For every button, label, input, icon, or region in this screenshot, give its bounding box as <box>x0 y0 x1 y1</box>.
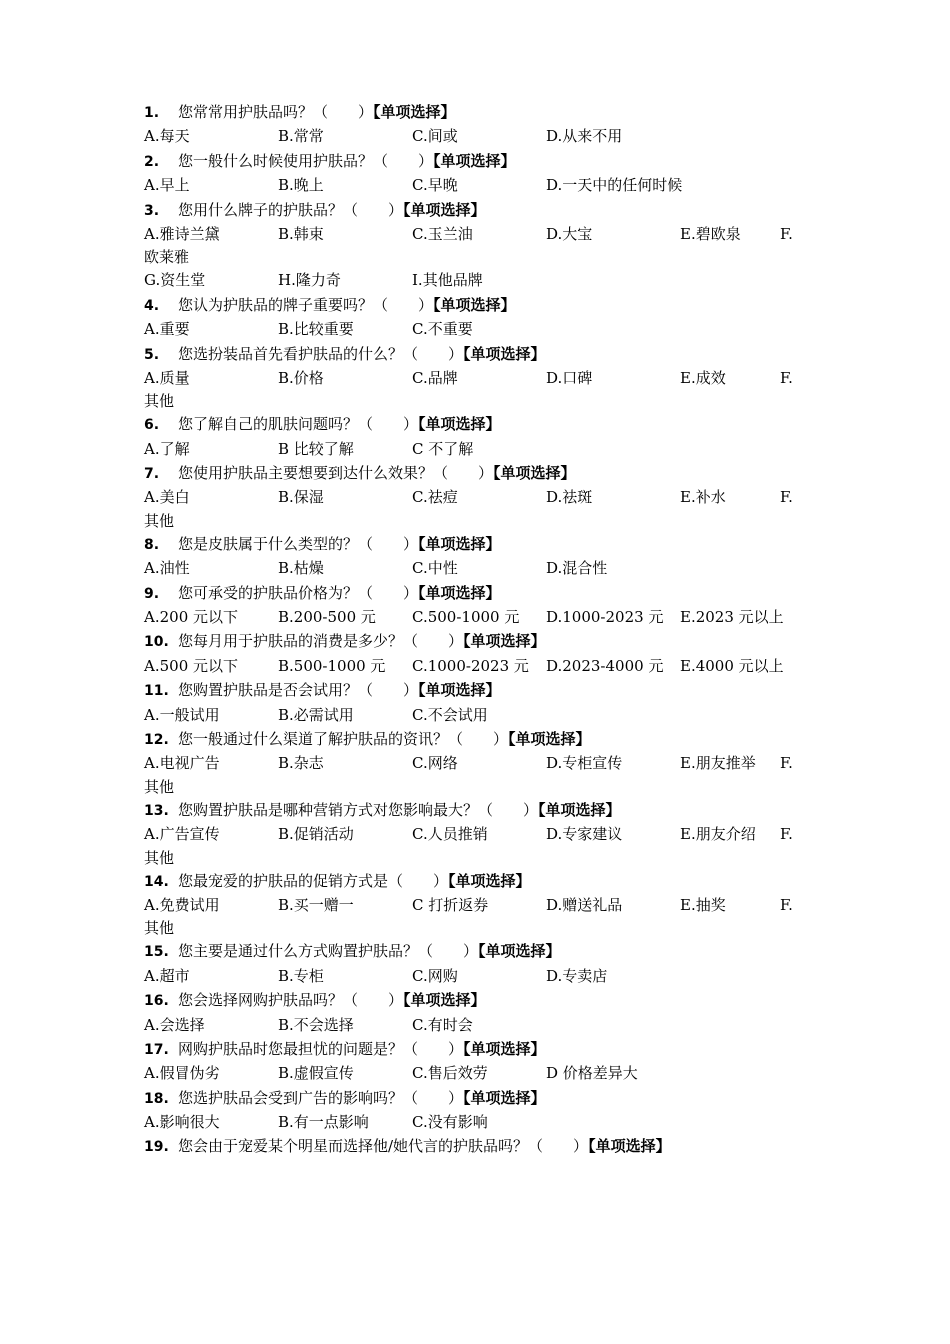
option-row <box>144 485 794 509</box>
option-q9-3: C.500-1000 元 <box>412 608 520 627</box>
option-q13-6: F. <box>780 825 793 844</box>
option-q11-3: C.不会试用 <box>412 705 488 724</box>
option-q5-6: F. <box>780 368 793 387</box>
option-q14-3: C 打折返券 <box>412 895 489 914</box>
question-18 <box>144 1086 794 1110</box>
option-q5-5: E.成效 <box>680 368 726 387</box>
option-q7-5: E.补水 <box>680 488 726 507</box>
question-type-tag: 【单项选择】 <box>418 681 501 700</box>
option-q7-1: A.美白 <box>144 488 190 507</box>
option-q3-3: C.玉兰油 <box>412 224 473 243</box>
question-text: 您一般什么时候使用护肤品？（ ） <box>178 151 434 170</box>
option-q2-4: D.一天中的任何时候 <box>546 176 683 195</box>
option-q7-2: B.保湿 <box>278 488 324 507</box>
question-number: 17. <box>144 1041 169 1058</box>
option-q3-1: G.资生堂 <box>144 271 206 290</box>
question-text: 您每月用于护肤品的消费是多少？（ ） <box>178 632 464 651</box>
question-type-tag: 【单项选择】 <box>433 295 516 314</box>
option-q16-3: C.有时会 <box>412 1015 473 1034</box>
option-row <box>144 317 794 341</box>
option-q1-3: C.间或 <box>412 127 458 146</box>
option-wrap-text: 其他 <box>144 392 175 411</box>
option-q12-2: B.杂志 <box>278 754 324 773</box>
option-q4-3: C.不重要 <box>412 320 473 339</box>
question-text: 您可承受的护肤品价格为？（ ） <box>178 583 419 602</box>
option-q18-3: C.没有影响 <box>412 1113 488 1132</box>
option-q1-2: B.常常 <box>278 127 324 146</box>
question-number: 18. <box>144 1090 169 1107</box>
option-q12-4: D.专柜宣传 <box>546 754 623 773</box>
option-q10-2: B.500-1000 元 <box>278 656 386 675</box>
question-9 <box>144 581 794 605</box>
question-number: 11. <box>144 683 169 700</box>
option-q8-4: D.混合性 <box>546 559 608 578</box>
question-text: 您购置护肤品是否会试用？（ ） <box>178 681 419 700</box>
option-q4-1: A.重要 <box>144 320 190 339</box>
question-text: 您选扮装品首先看护肤品的什么？（ ） <box>178 344 464 363</box>
option-q5-3: C.品牌 <box>412 368 458 387</box>
option-q10-1: A.500 元以下 <box>144 656 238 675</box>
option-q7-4: D.祛斑 <box>546 488 593 507</box>
question-text: 您用什么牌子的护肤品？（ ） <box>178 200 404 219</box>
option-q12-5: E.朋友推举 <box>680 754 756 773</box>
option-q14-5: E.抽奖 <box>680 895 726 914</box>
option-row <box>144 124 794 148</box>
option-q10-3: C.1000-2023 元 <box>412 656 529 675</box>
question-text: 您常常用护肤品吗？（ ） <box>178 103 374 121</box>
question-type-tag: 【单项选择】 <box>463 632 546 651</box>
option-q14-1: A.免费试用 <box>144 895 220 914</box>
option-q5-4: D.口碑 <box>546 368 593 387</box>
question-number: 14. <box>144 873 169 890</box>
option-q15-4: D.专卖店 <box>546 966 608 985</box>
question-type-tag: 【单项选择】 <box>463 1039 546 1058</box>
option-q17-3: C.售后效劳 <box>412 1064 488 1083</box>
option-row <box>144 654 794 678</box>
question-number: 9. <box>144 585 160 602</box>
question-type-tag: 【单项选择】 <box>493 464 576 483</box>
question-number: 3. <box>144 202 160 219</box>
option-q11-2: B.必需试用 <box>278 705 354 724</box>
option-q2-3: C.早晚 <box>412 176 458 195</box>
option-row <box>144 222 794 246</box>
question-number: 8. <box>144 536 160 553</box>
option-row <box>144 366 794 390</box>
option-q8-1: A.油性 <box>144 559 190 578</box>
option-wrap-text: 其他 <box>144 777 175 796</box>
option-q9-2: B.200-500 元 <box>278 608 376 627</box>
option-q18-1: A.影响很大 <box>144 1113 220 1132</box>
option-q3-4: D.大宝 <box>546 224 593 243</box>
question-number: 16. <box>144 993 169 1010</box>
option-q14-2: B.买一赠一 <box>278 895 354 914</box>
question-number: 6. <box>144 417 160 434</box>
question-text: 您了解自己的肌肤问题吗？（ ） <box>178 415 419 434</box>
question-19 <box>144 1134 794 1158</box>
option-q12-6: F. <box>780 754 793 773</box>
option-q3-2: H.隆力奇 <box>278 271 341 290</box>
question-text: 网购护肤品时您最担忧的问题是？（ ） <box>178 1039 464 1058</box>
option-q1-4: D.从来不用 <box>546 127 623 146</box>
option-q12-3: C.网络 <box>412 754 458 773</box>
question-text: 您会选择网购护肤品吗？（ ） <box>178 991 404 1010</box>
question-16 <box>144 988 794 1012</box>
option-q8-2: B.枯燥 <box>278 559 324 578</box>
option-q3-1: A.雅诗兰黛 <box>144 224 220 243</box>
question-type-tag: 【单项选择】 <box>418 415 501 434</box>
option-wrap-text: 其他 <box>144 919 175 938</box>
option-q15-1: A.超市 <box>144 966 190 985</box>
option-q2-1: A.早上 <box>144 176 190 195</box>
option-q14-6: F. <box>780 895 793 914</box>
option-row <box>144 893 794 917</box>
option-q7-6: F. <box>780 488 793 507</box>
option-q3-3: I.其他品牌 <box>412 271 483 290</box>
option-q9-1: A.200 元以下 <box>144 608 238 627</box>
option-row <box>144 173 794 197</box>
question-text: 您是皮肤属于什么类型的？（ ） <box>178 534 419 553</box>
question-8 <box>144 532 794 556</box>
question-3 <box>144 198 794 222</box>
question-17 <box>144 1037 794 1061</box>
option-q9-5: E.2023 元以上 <box>680 608 784 627</box>
question-type-tag: 【单项选择】 <box>433 151 516 170</box>
option-wrap-text: 欧莱雅 <box>144 248 190 267</box>
option-q13-1: A.广告宣传 <box>144 825 220 844</box>
option-row <box>144 703 794 727</box>
option-row <box>144 556 794 580</box>
option-q13-4: D.专家建议 <box>546 825 623 844</box>
question-10 <box>144 629 794 653</box>
option-q6-3: C 不了解 <box>412 439 474 458</box>
question-type-tag: 【单项选择】 <box>448 871 531 890</box>
question-type-tag: 【单项选择】 <box>418 534 501 553</box>
question-number: 7. <box>144 466 160 483</box>
option-q16-2: B.不会选择 <box>278 1015 354 1034</box>
option-row <box>144 964 794 988</box>
question-number: 2. <box>144 153 160 170</box>
option-row <box>144 268 794 292</box>
question-text: 您选护肤品会受到广告的影响吗？（ ） <box>178 1088 464 1107</box>
option-q15-2: B.专柜 <box>278 966 324 985</box>
option-q13-5: E.朋友介绍 <box>680 825 756 844</box>
question-6 <box>144 412 794 436</box>
question-type-tag: 【单项选择】 <box>538 800 621 819</box>
option-q16-1: A.会选择 <box>144 1015 205 1034</box>
option-q17-1: A.假冒伪劣 <box>144 1064 220 1083</box>
question-number: 15. <box>144 944 169 961</box>
option-row <box>144 1013 794 1037</box>
question-number: 1. <box>144 105 160 121</box>
question-number: 10. <box>144 634 169 651</box>
question-number: 13. <box>144 802 169 819</box>
option-q4-2: B.比较重要 <box>278 320 354 339</box>
option-q2-2: B.晚上 <box>278 176 324 195</box>
option-q3-6: F. <box>780 224 793 243</box>
question-14 <box>144 869 794 893</box>
option-q13-2: B.促销活动 <box>278 825 354 844</box>
option-row <box>144 1061 794 1085</box>
option-q1-1: A.每天 <box>144 127 190 146</box>
question-text: 您认为护肤品的牌子重要吗？（ ） <box>178 295 434 314</box>
question-type-tag: 【单项选择】 <box>588 1137 671 1156</box>
question-number: 5. <box>144 346 160 363</box>
option-q10-5: E.4000 元以上 <box>680 656 784 675</box>
option-q15-3: C.网购 <box>412 966 458 985</box>
option-q8-3: C.中性 <box>412 559 458 578</box>
question-type-tag: 【单项选择】 <box>373 103 456 121</box>
option-q5-2: B.价格 <box>278 368 324 387</box>
question-type-tag: 【单项选择】 <box>463 344 546 363</box>
option-q17-2: B.虚假宣传 <box>278 1064 354 1083</box>
question-11 <box>144 678 794 702</box>
questionnaire <box>144 100 794 1159</box>
option-wrap-text: 其他 <box>144 848 175 867</box>
question-13 <box>144 798 794 822</box>
question-1 <box>144 100 794 124</box>
question-15 <box>144 939 794 963</box>
option-row <box>144 822 794 846</box>
option-q9-4: D.1000-2023 元 <box>546 608 664 627</box>
option-q11-1: A.一般试用 <box>144 705 220 724</box>
question-type-tag: 【单项选择】 <box>508 729 591 748</box>
option-row <box>144 751 794 775</box>
question-text: 您一般通过什么渠道了解护肤品的资讯？（ ） <box>178 729 509 748</box>
question-12 <box>144 727 794 751</box>
question-text: 您使用护肤品主要想要到达什么效果？（ ） <box>178 464 494 483</box>
question-text: 您会由于宠爱某个明星而选择他/她代言的护肤品吗？（ ） <box>178 1137 589 1156</box>
option-q3-2: B.韩束 <box>278 224 324 243</box>
question-7 <box>144 461 794 485</box>
option-q6-2: B 比较了解 <box>278 439 354 458</box>
option-wrap-text: 其他 <box>144 511 175 530</box>
option-q10-4: D.2023-4000 元 <box>546 656 664 675</box>
question-5 <box>144 342 794 366</box>
option-q13-3: C.人员推销 <box>412 825 488 844</box>
question-4 <box>144 293 794 317</box>
option-row <box>144 605 794 629</box>
question-text: 您最宠爱的护肤品的促销方式是（ ） <box>178 871 449 890</box>
question-type-tag: 【单项选择】 <box>463 1088 546 1107</box>
option-q7-3: C.祛痘 <box>412 488 458 507</box>
option-q18-2: B.有一点影响 <box>278 1113 369 1132</box>
question-text: 您购置护肤品是哪种营销方式对您影响最大？（ ） <box>178 800 539 819</box>
question-number: 19. <box>144 1139 169 1156</box>
question-2 <box>144 149 794 173</box>
question-type-tag: 【单项选择】 <box>403 991 486 1010</box>
option-row <box>144 437 794 461</box>
option-q14-4: D.赠送礼品 <box>546 895 623 914</box>
question-type-tag: 【单项选择】 <box>478 942 561 961</box>
question-type-tag: 【单项选择】 <box>418 583 501 602</box>
question-number: 4. <box>144 297 160 314</box>
question-number: 12. <box>144 731 169 748</box>
option-q3-5: E.碧欧泉 <box>680 224 741 243</box>
option-row <box>144 1110 794 1134</box>
option-q17-4: D 价格差异大 <box>546 1064 638 1083</box>
question-text: 您主要是通过什么方式购置护肤品？（ ） <box>178 942 479 961</box>
option-q6-1: A.了解 <box>144 439 190 458</box>
option-q5-1: A.质量 <box>144 368 190 387</box>
option-q12-1: A.电视广告 <box>144 754 220 773</box>
question-type-tag: 【单项选择】 <box>403 200 486 219</box>
